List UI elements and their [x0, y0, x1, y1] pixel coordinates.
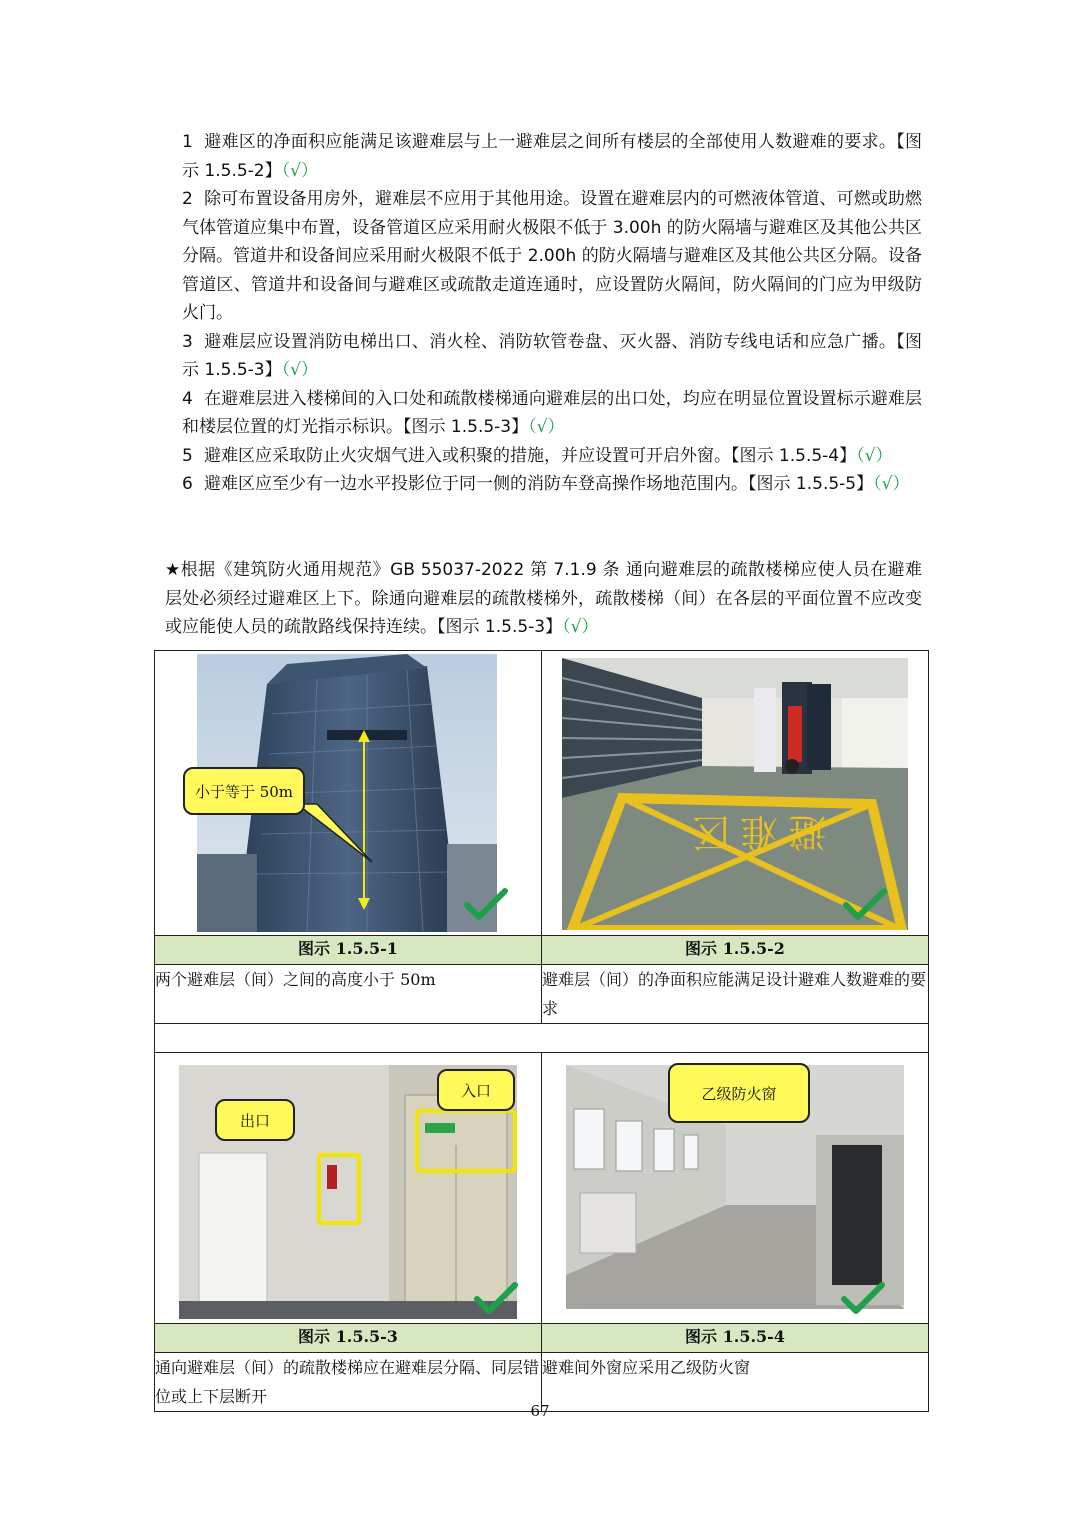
clause-4: 4 在避难层进入楼梯间的入口处和疏散楼梯通向避难层的出口处，均应在明显位置设置标示避难层和楼层位置的灯光指示标识。【图示 1.5.5-3】（√） [182, 388, 922, 437]
figure-1-description: 两个避难层（间）之间的高度小于 50m [155, 965, 542, 1024]
clause-1: 1 避难区的净面积应能满足该避难层与上一避难层之间所有楼层的全部使用人数避难的要求。【图示 1.5.5-2】（√） [182, 132, 922, 181]
clause-6: 6 避难区应至少有一边水平投影位于同一侧的消防车登高操作场地范围内。【图示 1.5.5-5】（√） [182, 474, 910, 494]
check-mark: （√） [856, 445, 893, 466]
check-icon [463, 887, 509, 921]
figure-1-photo-cell [155, 651, 542, 936]
height-limit-callout: 小于等于 50m [183, 767, 305, 815]
figure-4-caption: 图示 1.5.5-4 [542, 1324, 929, 1353]
figure-3-caption: 图示 1.5.5-3 [155, 1324, 542, 1353]
clause-list [182, 128, 922, 499]
check-mark: （√） [281, 360, 318, 380]
check-icon [473, 1281, 519, 1315]
figure-3-description: 通向避难层（间）的疏散楼梯应在避难层分隔、同层错位或上下层断开 [155, 1353, 542, 1412]
figure-4-description: 避难间外窗应采用乙级防火窗 [542, 1353, 929, 1412]
page-number: 67 [530, 1402, 550, 1420]
spacer-row [155, 1024, 929, 1053]
exit-callout: 出口 [215, 1099, 295, 1141]
exit-sign-highlight-box [415, 1109, 517, 1173]
clause-3: 3 避难层应设置消防电梯出口、消火栓、消防软管卷盘、灭火器、消防专线电话和应急广播。【图示 1.5.5-3】（√） [182, 331, 922, 380]
figure-2-photo-cell [542, 651, 929, 936]
floor-marking-text: 避难区 [682, 810, 827, 854]
figure-4-photo-cell [542, 1053, 929, 1324]
star-icon: ★ [165, 560, 181, 580]
figure-table [154, 650, 929, 1412]
figure-3-photo-cell [155, 1053, 542, 1324]
check-icon [840, 1281, 886, 1315]
figure-2-description: 避难层（间）的净面积应能满足设计避难人数避难的要求 [542, 965, 929, 1024]
clause-2: 2 除可布置设备用房外，避难层不应用于其他用途。设置在避难层内的可燃液体管道、可燃或助燃气体管道应集中布置，设备管道区应采用耐火极限不低于 3.00h 的防火隔墙与避难区及其他公共区分隔。管道井和设备间应采用耐火极限不低于 2.00h 的防火隔墙与避难区及其他公共区分隔。设备管道区、管道井和设备间与避难区或疏散走道连通时，应设置防火隔间，防火隔间的门应为甲级防火门。 [182, 189, 922, 323]
figure-1-caption: 图示 1.5.5-1 [155, 936, 542, 965]
check-icon [842, 887, 888, 921]
entrance-callout: 入口 [437, 1069, 515, 1111]
code-reference-note: ★根据《建筑防火通用规范》GB 55037-2022 第 7.1.9 条 通向避难层的疏散楼梯应使人员在避难层处必须经过避难区上下。除通向避难层的疏散楼梯外，疏散楼梯（间）在各层的平面位置不应改变或应能使人员的疏散路线保持连续。【图示 1.5.5-3】（√） [165, 560, 922, 637]
clause-5: 5 避难区应采取防止火灾烟气进入或积聚的措施，并应设置可开启外窗。【图示 1.5.5-4】（√） [182, 445, 893, 466]
check-mark: （√） [528, 417, 565, 437]
check-mark: （√） [873, 474, 910, 494]
phone-highlight-box [317, 1153, 361, 1225]
check-mark: （√） [281, 160, 318, 181]
figure-2-caption: 图示 1.5.5-2 [542, 936, 929, 965]
class-b-fire-window-callout: 乙级防火窗 [668, 1063, 810, 1123]
check-mark: （√） [562, 617, 599, 637]
